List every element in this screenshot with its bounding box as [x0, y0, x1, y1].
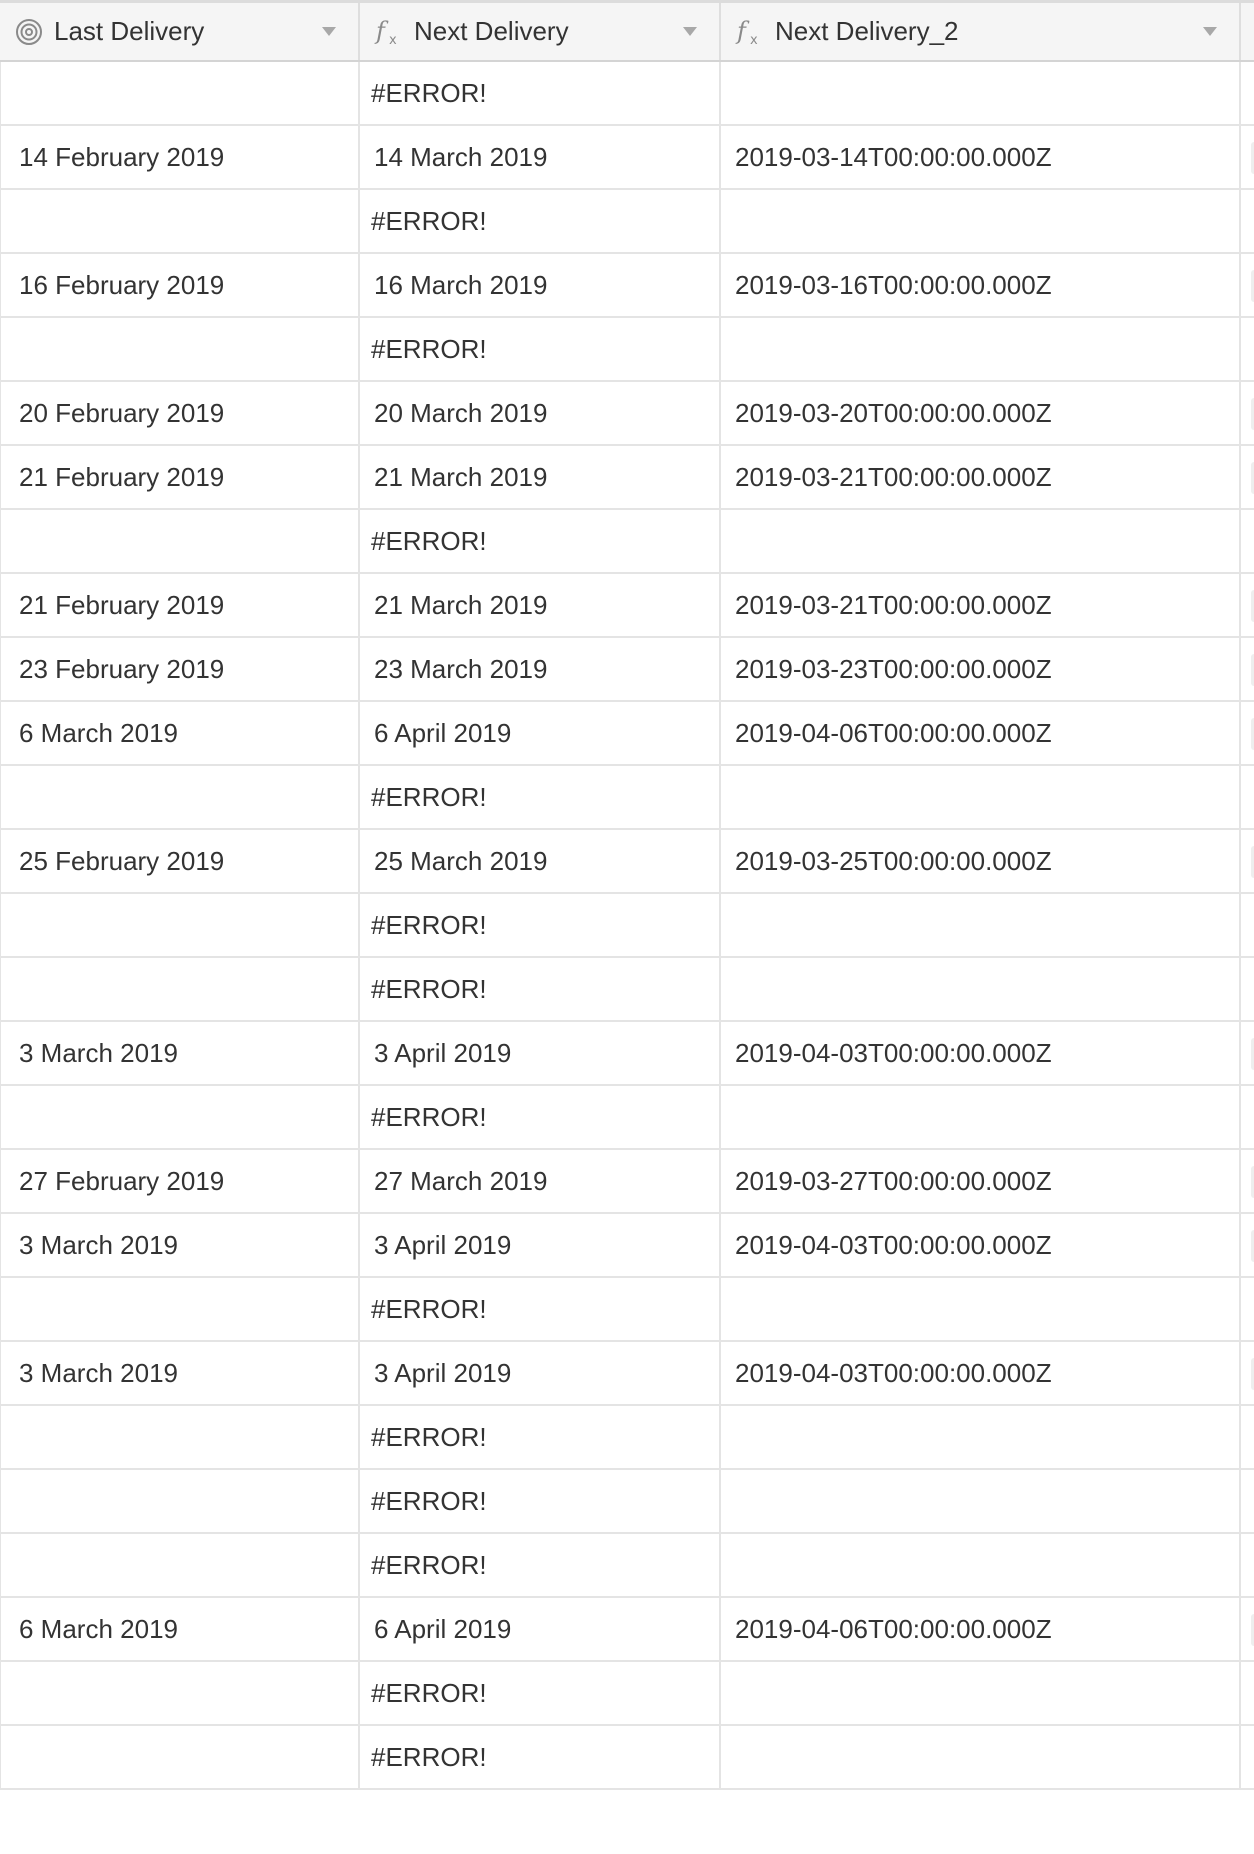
cell-overflow: [1241, 382, 1254, 444]
table-row[interactable]: [0, 958, 1254, 1022]
table-row[interactable]: [0, 126, 1254, 190]
cell-overflow: [1241, 1342, 1254, 1404]
cell-next-delivery-2[interactable]: 2019-03-16T00:00:00.000Z: [721, 254, 1241, 316]
cell-next-delivery[interactable]: #ERROR!: [360, 1534, 721, 1596]
cell-last-delivery[interactable]: [0, 958, 360, 1020]
cell-overflow: [1241, 254, 1254, 316]
cell-next-delivery[interactable]: 3 April 2019: [360, 1214, 721, 1276]
cell-next-delivery[interactable]: #ERROR!: [360, 1406, 721, 1468]
cell-next-delivery[interactable]: 3 April 2019: [360, 1022, 721, 1084]
cell-last-delivery[interactable]: [0, 190, 360, 252]
cell-overflow: [1241, 190, 1254, 252]
table-row[interactable]: [0, 1086, 1254, 1150]
cell-next-delivery-2[interactable]: 2019-04-03T00:00:00.000Z: [721, 1342, 1241, 1404]
cell-last-delivery[interactable]: [0, 894, 360, 956]
cell-next-delivery-2[interactable]: [721, 958, 1241, 1020]
cell-overflow: [1241, 1726, 1254, 1788]
column-header-next-delivery[interactable]: [360, 3, 721, 60]
cell-next-delivery-2[interactable]: [721, 1470, 1241, 1532]
cell-next-delivery[interactable]: 3 April 2019: [360, 1342, 721, 1404]
svg-text:x: x: [750, 32, 758, 47]
cell-next-delivery-2[interactable]: [721, 894, 1241, 956]
table-row[interactable]: [0, 1470, 1254, 1534]
table-row[interactable]: [0, 830, 1254, 894]
cell-overflow: [1241, 1598, 1254, 1660]
cell-last-delivery[interactable]: [0, 510, 360, 572]
cell-last-delivery[interactable]: 14 February 2019: [0, 126, 360, 188]
cell-next-delivery[interactable]: #ERROR!: [360, 1662, 721, 1724]
table-row[interactable]: [0, 1406, 1254, 1470]
table-row[interactable]: [0, 1278, 1254, 1342]
table-row[interactable]: [0, 510, 1254, 574]
svg-text:f: f: [737, 16, 746, 45]
table-row[interactable]: [0, 446, 1254, 510]
table-row[interactable]: [0, 574, 1254, 638]
column-header-next-delivery-2[interactable]: [721, 3, 1241, 60]
cell-overflow: [1241, 318, 1254, 380]
table-row[interactable]: [0, 894, 1254, 958]
cell-next-delivery[interactable]: #ERROR!: [360, 1726, 721, 1788]
cell-last-delivery[interactable]: [0, 1470, 360, 1532]
table-row[interactable]: [0, 1534, 1254, 1598]
cell-next-delivery[interactable]: #ERROR!: [360, 62, 721, 124]
table-row[interactable]: [0, 190, 1254, 254]
cell-next-delivery[interactable]: 16 March 2019: [360, 254, 721, 316]
cell-last-delivery[interactable]: 27 February 2019: [0, 1150, 360, 1212]
cell-next-delivery[interactable]: #ERROR!: [360, 766, 721, 828]
table-row[interactable]: [0, 1726, 1254, 1790]
cell-overflow: [1241, 510, 1254, 572]
cell-overflow: [1241, 1278, 1254, 1340]
cell-overflow: [1241, 702, 1254, 764]
cell-next-delivery[interactable]: 23 March 2019: [360, 638, 721, 700]
cell-next-delivery-2[interactable]: 2019-03-25T00:00:00.000Z: [721, 830, 1241, 892]
cell-next-delivery-2[interactable]: [721, 766, 1241, 828]
table-row[interactable]: [0, 766, 1254, 830]
cell-last-delivery[interactable]: 6 March 2019: [0, 1598, 360, 1660]
cell-overflow: [1241, 830, 1254, 892]
cell-last-delivery[interactable]: [0, 1534, 360, 1596]
cell-overflow: [1241, 766, 1254, 828]
cell-next-delivery-2[interactable]: 2019-04-06T00:00:00.000Z: [721, 702, 1241, 764]
cell-last-delivery[interactable]: [0, 766, 360, 828]
cell-last-delivery[interactable]: 3 March 2019: [0, 1342, 360, 1404]
cell-overflow: [1241, 1470, 1254, 1532]
cell-overflow: [1241, 574, 1254, 636]
cell-last-delivery[interactable]: [0, 1278, 360, 1340]
cell-next-delivery-2[interactable]: 2019-03-20T00:00:00.000Z: [721, 382, 1241, 444]
cell-next-delivery-2[interactable]: [721, 1534, 1241, 1596]
cell-last-delivery[interactable]: [0, 318, 360, 380]
cell-next-delivery-2[interactable]: 2019-03-21T00:00:00.000Z: [721, 446, 1241, 508]
table-row[interactable]: [0, 1214, 1254, 1278]
cell-next-delivery-2[interactable]: 2019-04-03T00:00:00.000Z: [721, 1214, 1241, 1276]
table-row[interactable]: [0, 318, 1254, 382]
cell-overflow: [1241, 1214, 1254, 1276]
cell-next-delivery[interactable]: #ERROR!: [360, 894, 721, 956]
cell-next-delivery[interactable]: #ERROR!: [360, 958, 721, 1020]
svg-text:x: x: [389, 32, 397, 47]
cell-next-delivery-2[interactable]: [721, 190, 1241, 252]
cell-next-delivery-2[interactable]: 2019-04-06T00:00:00.000Z: [721, 1598, 1241, 1660]
cell-next-delivery-2[interactable]: 2019-04-03T00:00:00.000Z: [721, 1022, 1241, 1084]
cell-next-delivery[interactable]: 6 April 2019: [360, 1598, 721, 1660]
cell-last-delivery[interactable]: 6 March 2019: [0, 702, 360, 764]
svg-text:f: f: [376, 16, 385, 45]
cell-last-delivery[interactable]: [0, 1406, 360, 1468]
cell-overflow: [1241, 446, 1254, 508]
table-row[interactable]: [0, 1662, 1254, 1726]
column-header-row: [0, 0, 1254, 62]
table-row[interactable]: [0, 254, 1254, 318]
cell-last-delivery[interactable]: [0, 1662, 360, 1724]
cell-next-delivery[interactable]: #ERROR!: [360, 510, 721, 572]
table-row[interactable]: [0, 1342, 1254, 1406]
cell-last-delivery[interactable]: [0, 1726, 360, 1788]
cell-next-delivery[interactable]: 21 March 2019: [360, 446, 721, 508]
cell-next-delivery-2[interactable]: 2019-03-14T00:00:00.000Z: [721, 126, 1241, 188]
cell-last-delivery[interactable]: [0, 1086, 360, 1148]
column-header-overflow: [1241, 3, 1254, 60]
formula-icon: [735, 17, 765, 47]
cell-next-delivery[interactable]: 25 March 2019: [360, 830, 721, 892]
cell-next-delivery-2[interactable]: [721, 1726, 1241, 1788]
cell-last-delivery[interactable]: [0, 62, 360, 124]
table-row[interactable]: [0, 1150, 1254, 1214]
table-body: [0, 62, 1254, 1790]
cell-next-delivery[interactable]: 21 March 2019: [360, 574, 721, 636]
cell-next-delivery-2[interactable]: [721, 1086, 1241, 1148]
table-row[interactable]: [0, 1598, 1254, 1662]
cell-next-delivery[interactable]: #ERROR!: [360, 1086, 721, 1148]
cell-next-delivery[interactable]: #ERROR!: [360, 318, 721, 380]
cell-overflow: [1241, 958, 1254, 1020]
cell-next-delivery-2[interactable]: [721, 510, 1241, 572]
cell-next-delivery-2[interactable]: [721, 1406, 1241, 1468]
cell-overflow: [1241, 894, 1254, 956]
cell-last-delivery[interactable]: 21 February 2019: [0, 446, 360, 508]
table-row[interactable]: [0, 382, 1254, 446]
chevron-down-icon[interactable]: [1203, 27, 1217, 36]
cell-next-delivery-2[interactable]: [721, 1278, 1241, 1340]
table-row[interactable]: [0, 638, 1254, 702]
cell-overflow: [1241, 1022, 1254, 1084]
cell-next-delivery[interactable]: 6 April 2019: [360, 702, 721, 764]
cell-next-delivery[interactable]: 14 March 2019: [360, 126, 721, 188]
cell-last-delivery[interactable]: 3 March 2019: [0, 1214, 360, 1276]
cell-last-delivery[interactable]: 25 February 2019: [0, 830, 360, 892]
cell-last-delivery[interactable]: 3 March 2019: [0, 1022, 360, 1084]
table-row[interactable]: [0, 62, 1254, 126]
column-header-last-delivery[interactable]: [0, 3, 360, 60]
cell-next-delivery-2[interactable]: [721, 318, 1241, 380]
cell-overflow: [1241, 1534, 1254, 1596]
cell-last-delivery[interactable]: 23 February 2019: [0, 638, 360, 700]
cell-overflow: [1241, 62, 1254, 124]
column-header-label: Next Delivery: [414, 16, 569, 46]
cell-next-delivery[interactable]: #ERROR!: [360, 1278, 721, 1340]
cell-next-delivery[interactable]: 27 March 2019: [360, 1150, 721, 1212]
chevron-down-icon[interactable]: [683, 27, 697, 36]
table-row[interactable]: [0, 1022, 1254, 1086]
rollup-icon: [14, 17, 44, 47]
cell-overflow: [1241, 1086, 1254, 1148]
cell-overflow: [1241, 1662, 1254, 1724]
cell-last-delivery[interactable]: 16 February 2019: [0, 254, 360, 316]
chevron-down-icon[interactable]: [322, 27, 336, 36]
cell-overflow: [1241, 126, 1254, 188]
cell-next-delivery-2[interactable]: [721, 62, 1241, 124]
column-header-label: Next Delivery_2: [775, 16, 959, 46]
cell-next-delivery[interactable]: 20 March 2019: [360, 382, 721, 444]
formula-icon: [374, 17, 404, 47]
cell-last-delivery[interactable]: 20 February 2019: [0, 382, 360, 444]
cell-next-delivery-2[interactable]: 2019-03-23T00:00:00.000Z: [721, 638, 1241, 700]
cell-overflow: [1241, 638, 1254, 700]
cell-next-delivery-2[interactable]: 2019-03-27T00:00:00.000Z: [721, 1150, 1241, 1212]
cell-last-delivery[interactable]: 21 February 2019: [0, 574, 360, 636]
cell-overflow: [1241, 1406, 1254, 1468]
cell-next-delivery[interactable]: #ERROR!: [360, 1470, 721, 1532]
cell-next-delivery[interactable]: #ERROR!: [360, 190, 721, 252]
cell-next-delivery-2[interactable]: 2019-03-21T00:00:00.000Z: [721, 574, 1241, 636]
column-header-label: Last Delivery: [54, 16, 205, 46]
cell-overflow: [1241, 1150, 1254, 1212]
cell-next-delivery-2[interactable]: [721, 1662, 1241, 1724]
table-row[interactable]: [0, 702, 1254, 766]
